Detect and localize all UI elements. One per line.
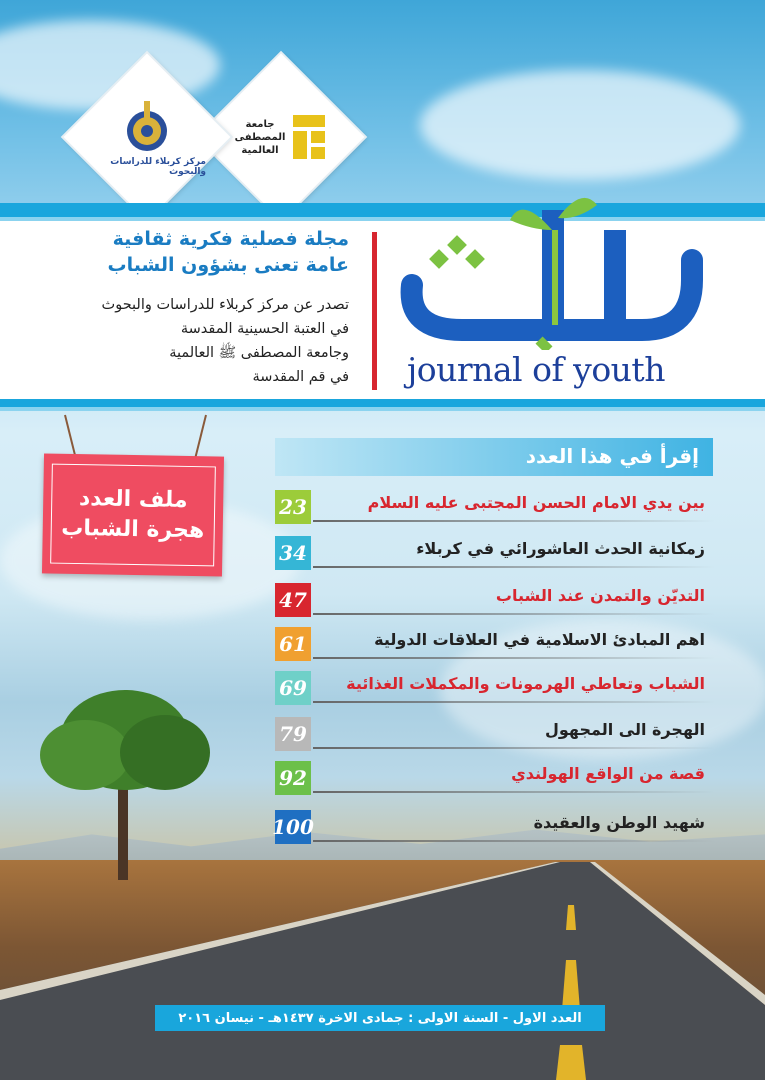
contents-title: اهم المبادئ الاسلامية في العلاقات الدولية — [374, 630, 705, 649]
publisher-line: في قم المقدسة — [252, 369, 349, 385]
contents-item[interactable] — [275, 671, 715, 705]
contents-page-number: 23 — [275, 490, 311, 524]
contents-page-number: 100 — [275, 810, 311, 844]
contents-page-number: 69 — [275, 671, 311, 705]
contents-underline — [313, 657, 715, 659]
contents-title: الهجرة الى المجهول — [544, 720, 705, 739]
contents-page-number: 34 — [275, 536, 311, 570]
header-band-bottom — [0, 399, 765, 407]
description-line: مجلة فصلية فكرية ثقافية — [112, 228, 349, 250]
header-band-bottom-accent — [0, 407, 765, 411]
masthead-calligraphy-logo — [392, 190, 712, 350]
tree-crown — [40, 720, 130, 790]
sign-subtitle: هجرة الشباب — [61, 515, 205, 544]
publisher-line: تصدر عن مركز كربلاء للدراسات والبحوث — [101, 297, 349, 313]
contents-underline — [313, 840, 715, 842]
issue-info: العدد الاول - السنة الاولى : جمادى الاخرة ١٤٣٧هـ - نيسان ٢٠١٦ — [178, 1010, 582, 1026]
contents-title: زمكانية الحدث العاشورائي في كربلاء — [416, 539, 705, 558]
contents-page-number: 92 — [275, 761, 311, 795]
contents-title: الشباب وتعاطي الهرمونات والمكملات الغذائية — [346, 674, 705, 693]
masthead-latin-title: journal of youth — [407, 350, 665, 389]
contents-underline — [313, 613, 715, 615]
publisher-line: في العتبة الحسينية المقدسة — [180, 321, 349, 337]
description-line: عامة تعنى بشؤون الشباب — [107, 254, 349, 276]
header-divider — [372, 232, 377, 390]
publisher-line: وجامعة المصطفى ﷺ العالمية — [169, 345, 349, 361]
sign-title: ملف العدد — [78, 486, 188, 513]
contents-title: شهيد الوطن والعقيدة — [533, 813, 705, 832]
issue-info-bar — [155, 1005, 605, 1031]
center-logo-card — [64, 54, 231, 221]
contents-underline — [313, 701, 715, 703]
contents-page-number: 79 — [275, 717, 311, 751]
contents-title: بين يدي الامام الحسن المجتبى عليه السلام — [367, 493, 705, 512]
contents-item[interactable] — [275, 583, 715, 617]
university-logo-text: المصطفى — [234, 131, 286, 143]
contents-page-number: 47 — [275, 583, 311, 617]
university-emblem-icon — [291, 113, 327, 161]
magazine-description — [29, 226, 349, 278]
publisher-info — [29, 293, 349, 389]
contents-item[interactable] — [272, 810, 715, 844]
contents-underline — [313, 747, 715, 749]
center-logo-text: مركز كربلاء للدراسات والبحوث — [110, 157, 206, 177]
contents-heading-bar — [275, 438, 713, 476]
contents-item[interactable] — [275, 627, 715, 661]
contents-item[interactable] — [275, 761, 715, 795]
tree-crown — [120, 715, 210, 790]
contents-item[interactable] — [275, 717, 715, 751]
contents-item[interactable] — [275, 536, 715, 570]
issue-file-sign — [42, 453, 224, 576]
contents-title: التديّن والتمدن عند الشباب — [495, 586, 705, 605]
contents-title: قصة من الواقع الهولندي — [511, 764, 705, 783]
contents-underline — [313, 566, 715, 568]
contents-item[interactable] — [275, 490, 715, 524]
contents-page-number: 61 — [275, 627, 311, 661]
university-logo-text: العالمية — [241, 144, 279, 156]
university-logo-text: جامعة — [245, 118, 275, 130]
karbala-center-emblem-icon — [117, 97, 177, 157]
contents-underline — [313, 520, 715, 522]
contents-heading: إقرأ في هذا العدد — [525, 444, 699, 468]
contents-underline — [313, 791, 715, 793]
